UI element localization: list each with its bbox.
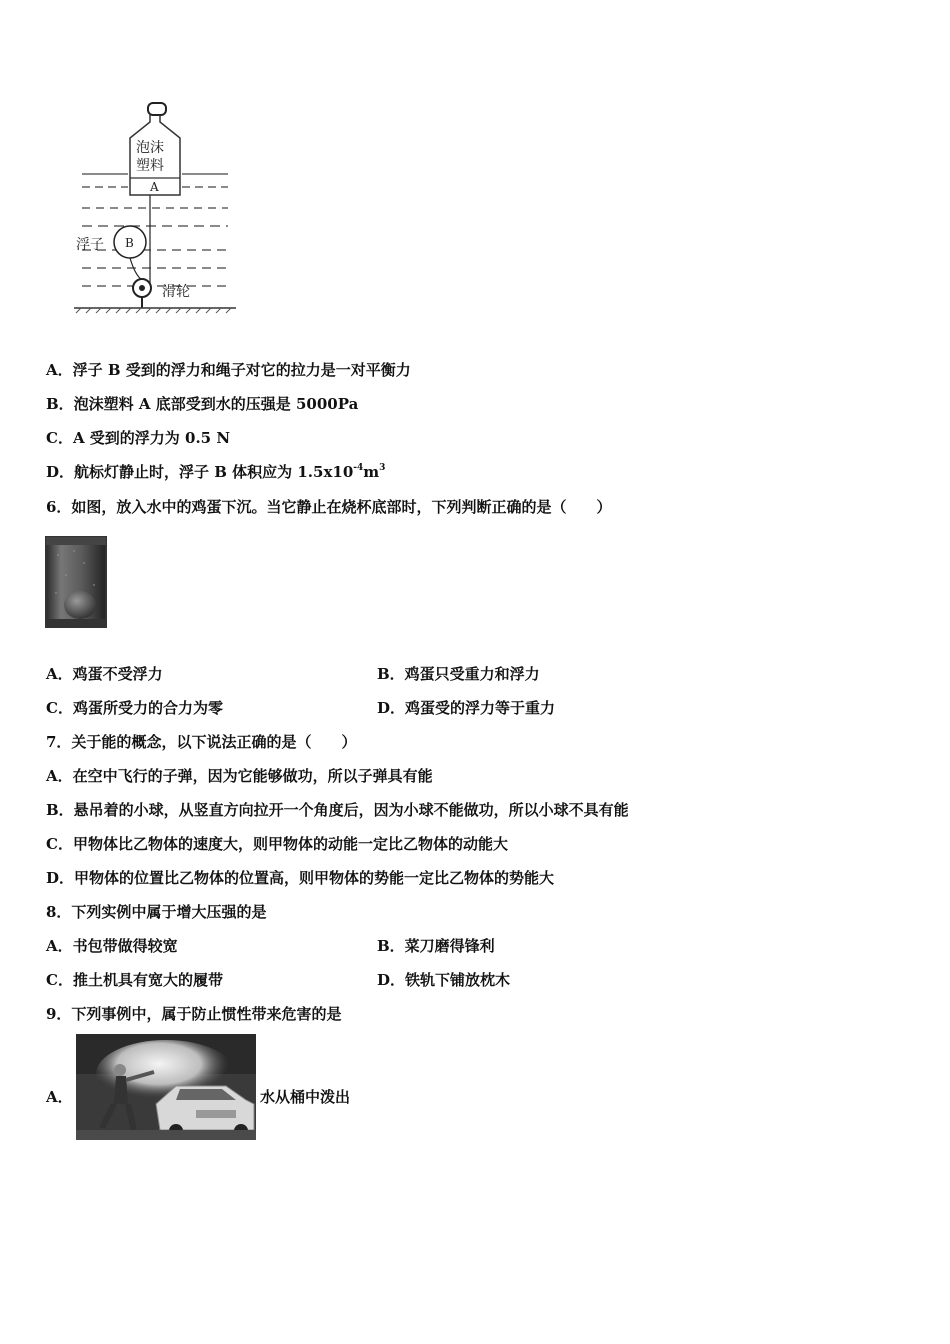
buoy-diagram bbox=[70, 100, 250, 315]
box-a-label: A bbox=[150, 180, 159, 194]
foam-label-1: 泡沫 bbox=[136, 140, 164, 156]
q9-stem: 9．下列事例中，属于防止惯性带来危害的是 bbox=[46, 1005, 342, 1023]
q5-d-unit-exp: 3 bbox=[379, 463, 386, 473]
q7-stem: 7．关于能的概念，以下说法正确的是（ ） bbox=[46, 733, 357, 751]
ball-b-label: B bbox=[125, 236, 134, 250]
q5-option-d bbox=[46, 462, 385, 482]
q8-option-d: D．铁轨下铺放枕木 bbox=[377, 971, 511, 989]
q5-option-a: A．浮子 B 受到的浮力和绳子对它的拉力是一对平衡力 bbox=[46, 361, 411, 379]
q5-d-prefix: D．航标灯静止时，浮子 B 体积应为 1.5x10 bbox=[46, 463, 354, 481]
pulley-label: 滑轮 bbox=[162, 284, 190, 300]
q7-option-a: A．在空中飞行的子弹，因为它能够做功，所以子弹具有能 bbox=[46, 767, 433, 785]
q7-option-d: D．甲物体的位置比乙物体的位置高，则甲物体的势能一定比乙物体的势能大 bbox=[46, 869, 555, 887]
q8-stem: 8．下列实例中属于增大压强的是 bbox=[46, 903, 267, 921]
q9-option-a-caption: 水从桶中泼出 bbox=[260, 1088, 351, 1106]
water-splash-photo bbox=[76, 1034, 256, 1140]
q7-option-c: C．甲物体比乙物体的速度大，则甲物体的动能一定比乙物体的动能大 bbox=[46, 835, 508, 853]
q8-option-c: C．推土机具有宽大的履带 bbox=[46, 971, 223, 989]
q5-option-b: B．泡沫塑料 A 底部受到水的压强是 5000Pa bbox=[46, 395, 359, 413]
q8-option-a: A．书包带做得较宽 bbox=[46, 937, 178, 955]
q6-option-b: B．鸡蛋只受重力和浮力 bbox=[377, 665, 540, 683]
q6-option-a: A．鸡蛋不受浮力 bbox=[46, 665, 163, 683]
q5-d-exp: -4 bbox=[353, 463, 364, 473]
q6-option-c: C．鸡蛋所受力的合力为零 bbox=[46, 699, 223, 717]
q6-option-d: D．鸡蛋受的浮力等于重力 bbox=[377, 699, 556, 717]
q9-option-a-label: A． bbox=[46, 1088, 73, 1106]
q5-option-c: C．A 受到的浮力为 0.5 N bbox=[46, 429, 231, 447]
float-label: 浮子 bbox=[76, 237, 104, 253]
q7-option-b: B．悬吊着的小球，从竖直方向拉开一个角度后，因为小球不能做功，所以小球不具有能 bbox=[46, 801, 629, 819]
q8-option-b: B．菜刀磨得锋利 bbox=[377, 937, 495, 955]
beaker-egg-photo bbox=[44, 535, 108, 629]
foam-label-2: 塑料 bbox=[136, 158, 164, 174]
q5-d-unit: m bbox=[363, 463, 380, 481]
q6-stem: 6．如图，放入水中的鸡蛋下沉。当它静止在烧杯底部时，下列判断正确的是（ ） bbox=[46, 498, 612, 516]
